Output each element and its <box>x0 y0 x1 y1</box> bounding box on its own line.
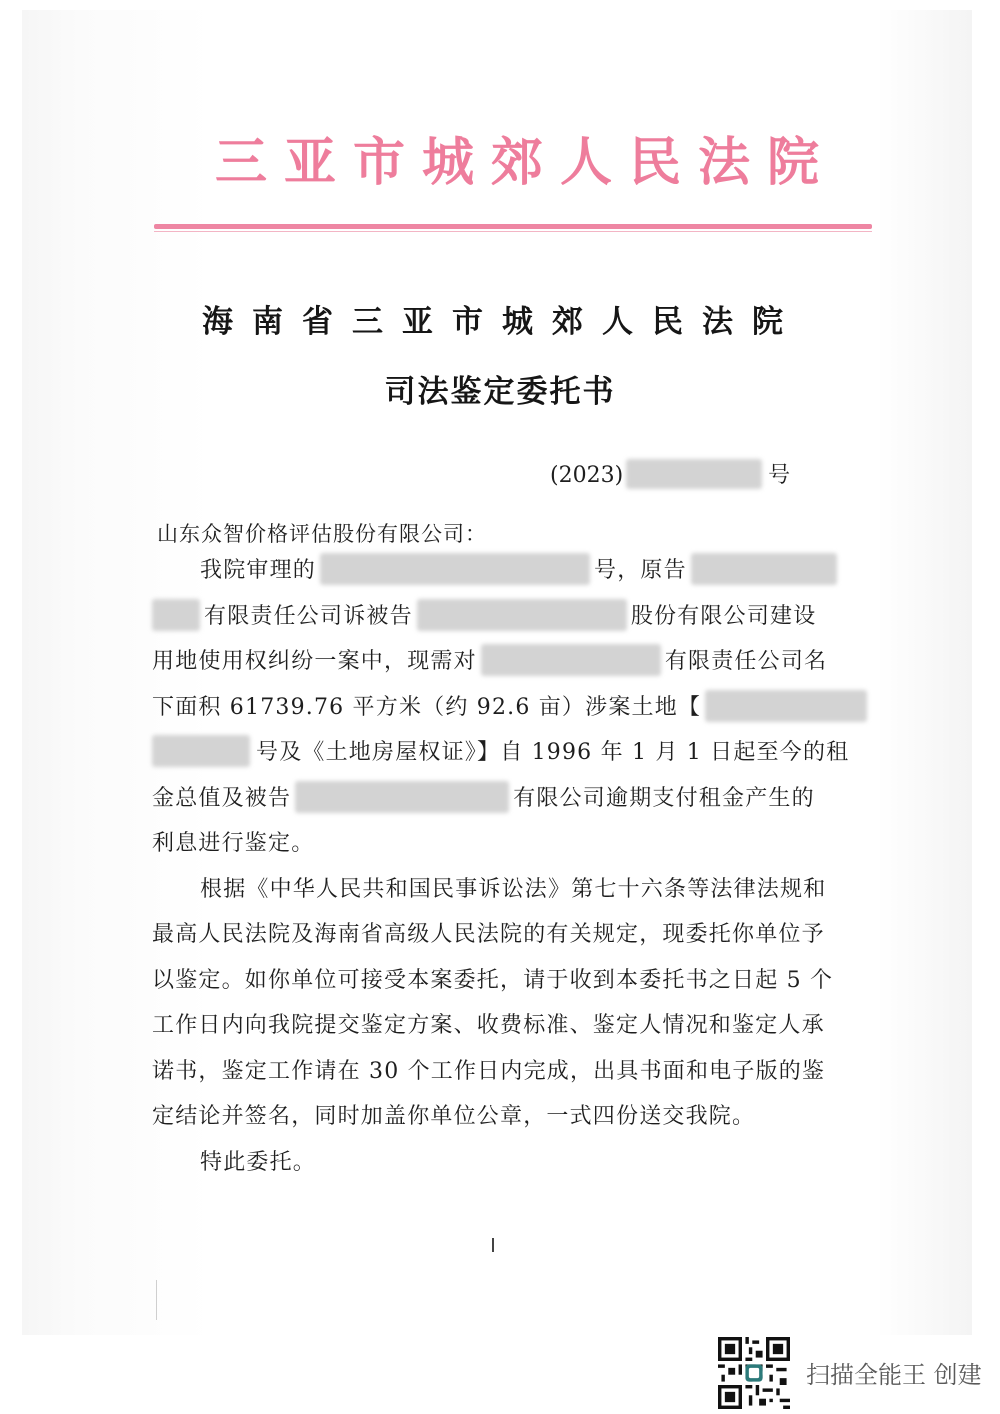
body-line <box>152 730 850 776</box>
letterhead-rule <box>154 224 872 229</box>
body-line: 工作日内向我院提交鉴定方案、收费标准、鉴定人情况和鉴定人承 <box>152 1013 825 1038</box>
redacted-block <box>295 781 509 813</box>
body-line <box>152 594 842 640</box>
body-line <box>152 776 842 822</box>
redacted-block <box>705 690 867 722</box>
redacted-block <box>152 735 250 767</box>
addressee: 山东众智价格评估股份有限公司： <box>157 522 487 546</box>
body-text: 有限责任公司名 <box>664 649 828 674</box>
body-text: 有限公司逾期支付租金产生的 <box>513 785 815 811</box>
body-line: 最高人民法院及海南省高级人民法院的有关规定，现委托你单位予 <box>152 922 825 947</box>
case-year: (2023) <box>550 463 624 488</box>
body-line: 诺书，鉴定工作请在 30 个工作日内完成，出具书面和电子版的鉴 <box>152 1058 826 1084</box>
redacted-block <box>152 599 200 631</box>
scanner-watermark-label: 扫描全能王 创建 <box>806 1361 982 1389</box>
body-text: 号，原告 <box>594 558 687 583</box>
court-name-heading: 海南省三亚市城郊人民法院 <box>202 304 802 340</box>
body-line <box>152 639 842 685</box>
redacted-block <box>320 553 590 585</box>
body-line: 定结论并签名，同时加盖你单位公章，一式四份送交我院。 <box>152 1104 756 1129</box>
body-text: 下面积 61739.76 平方米（约 92.6 亩）涉案土地【 <box>152 694 702 720</box>
closing-line: 特此委托。 <box>200 1149 317 1175</box>
redacted-block <box>417 599 627 631</box>
body-line: 利息进行鉴定。 <box>152 831 315 856</box>
body-line: 根据《中华人民共和国民事诉讼法》第七十六条等法律法规和 <box>200 876 827 902</box>
body-text: 股份有限公司建设 <box>630 603 817 629</box>
letterhead-title: 三亚市城郊人民法院 <box>215 132 837 193</box>
body-text: 有限责任公司诉被告 <box>204 603 413 629</box>
redacted-case-number <box>626 459 762 489</box>
case-number <box>550 458 790 489</box>
letter-body <box>152 548 850 1185</box>
redacted-block <box>481 644 661 676</box>
body-line <box>152 685 842 731</box>
body-line <box>152 548 842 594</box>
qr-code-icon <box>718 1337 790 1409</box>
body-text: 金总值及被告 <box>152 785 292 811</box>
body-line: 以鉴定。如你单位可接受本案委托，请于收到本委托书之日起 5 个 <box>152 967 834 993</box>
scan-mark <box>156 1280 157 1320</box>
body-text: 用地使用权纠纷一案中，现需对 <box>152 649 477 674</box>
document-title: 司法鉴定委托书 <box>384 374 616 410</box>
redacted-block <box>691 553 837 585</box>
scan-mark <box>492 1238 494 1252</box>
body-text: 号及《土地房屋权证》】自 1996 年 1 月 1 日起至今的租 <box>256 740 850 765</box>
letterhead-rule-thin <box>154 231 872 232</box>
body-text: 我院审理的 <box>200 558 317 583</box>
case-number-suffix: 号 <box>768 463 791 488</box>
